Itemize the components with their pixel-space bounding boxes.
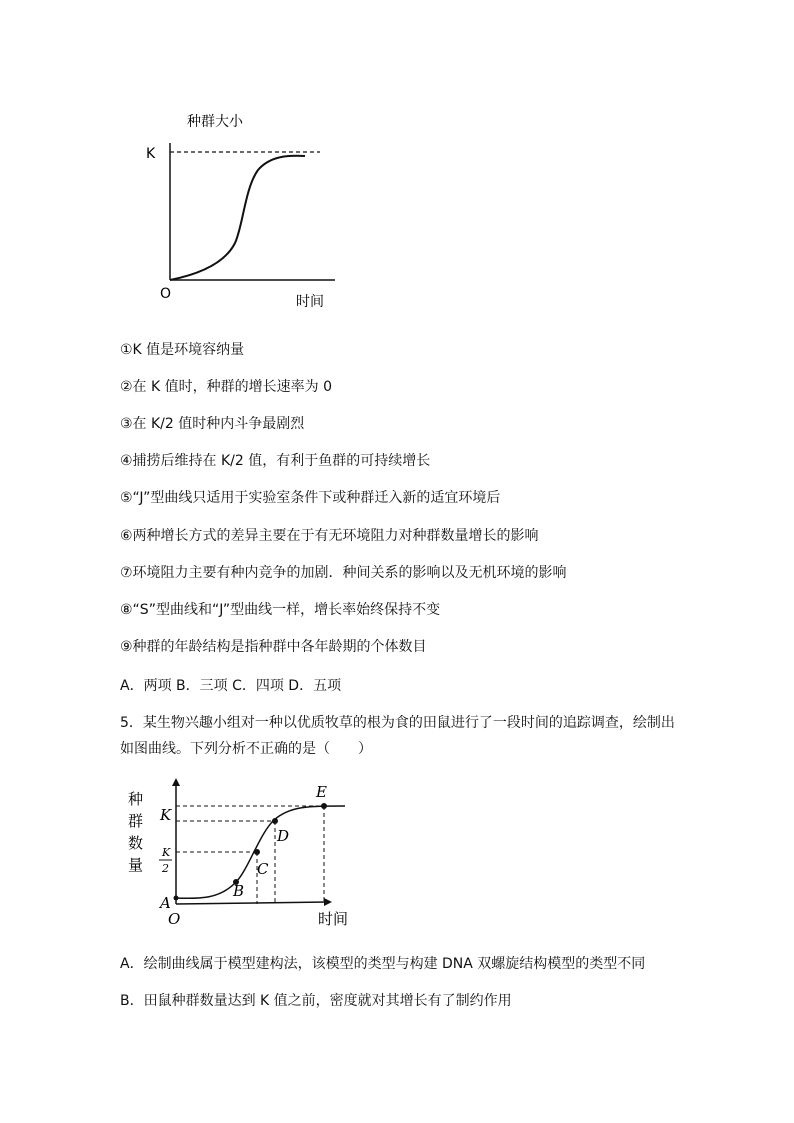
point-c [254, 849, 260, 855]
point-e-label: E [316, 783, 327, 801]
point-c-label: C [257, 860, 269, 878]
y-label-char-1: 种 [128, 790, 144, 808]
x-axis [176, 902, 328, 904]
point-d [272, 818, 278, 824]
x-axis-arrow [324, 898, 332, 906]
khalf-numerator: K [162, 846, 171, 859]
point-a [174, 896, 179, 901]
k-label: K [160, 806, 172, 824]
origin-label: O [160, 286, 172, 302]
point-d-label: D [277, 827, 290, 845]
x-axis-label: 时间 [318, 910, 349, 928]
y-label-char-4: 量 [128, 856, 144, 874]
point-e [321, 803, 327, 809]
statement-3: ③在 K/2 值时种内斗争最剧烈 [120, 416, 305, 432]
s-curve [176, 806, 345, 898]
q5-option-b: B．田鼠种群数量达到 K 值之前，密度就对其增长有了制约作用 [120, 993, 512, 1009]
q4-options: A．两项 B．三项 C．四项 D．五项 [120, 678, 342, 694]
statement-2: ②在 K 值时，种群的增长速率为 0 [120, 379, 332, 395]
statement-8: ⑧“S”型曲线和“J”型曲线一样，增长率始终保持不变 [120, 602, 441, 618]
y-axis-label: 种群大小 [187, 114, 243, 130]
k-label: K [146, 146, 156, 162]
statement-1: ①K 值是环境容纳量 [120, 342, 245, 358]
y-axis-arrow [172, 778, 180, 786]
q5-stem: 5．某生物兴趣小组对一种以优质牧草的根为食的田鼠进行了一段时间的追踪调查，绘制出如图曲线。下列分析不正确的是（ ） [120, 715, 675, 757]
point-a-label: A [160, 894, 171, 912]
s-curve [170, 156, 305, 280]
y-label-char-2: 群 [128, 812, 144, 830]
statement-4: ④捕捞后维持在 K/2 值，有利于鱼群的可持续增长 [120, 453, 431, 469]
statement-9: ⑨种群的年龄结构是指种群中各年龄期的个体数目 [120, 639, 427, 655]
statement-5: ⑤“J”型曲线只适用于实验室条件下或种群迁入新的适宜环境后 [120, 490, 501, 506]
x-axis-label: 时间 [296, 294, 324, 310]
y-label-char-3: 数 [128, 834, 144, 852]
point-b-label: B [233, 882, 245, 900]
khalf-denominator: 2 [162, 862, 169, 875]
figure-s-curve [140, 108, 340, 318]
statement-7: ⑦环境阻力主要有种内竞争的加剧．种间关系的影响以及无机环境的影响 [120, 565, 567, 581]
figure-population-curve [120, 778, 360, 933]
origin-label: O [168, 910, 181, 928]
statement-6: ⑥两种增长方式的差异主要在于有无环境阻力对种群数量增长的影响 [120, 528, 539, 544]
q5-option-a: A．绘制曲线属于模型建构法，该模型的类型与构建 DNA 双螺旋结构模型的类型不同 [120, 956, 646, 972]
